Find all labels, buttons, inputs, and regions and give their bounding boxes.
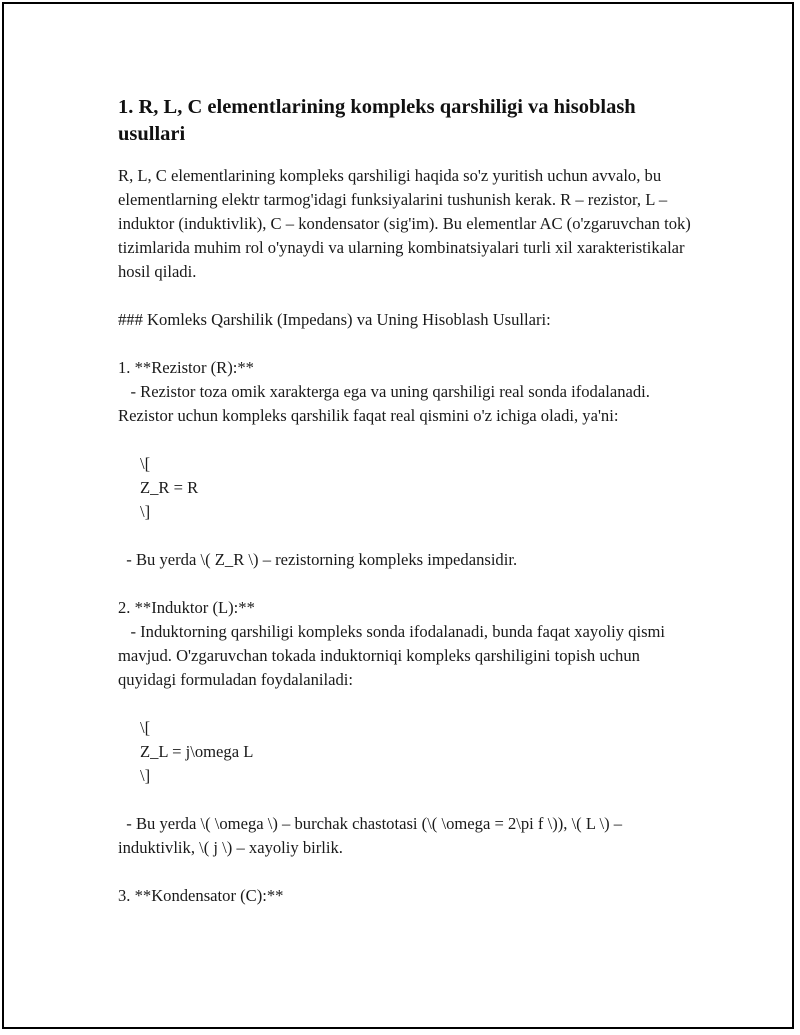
intro-paragraph: R, L, C elementlarining kompleks qarshiligi haqida so'z yuritish uchun avvalo, bu elementlarning elektr tarmog'idagi funksiyalarini tushunish kerak. R – rezistor, L – induktor (induktivlik), C – kondensator (sig'im). Bu elementlar AC (o'zgaruvchan tok) tizimlarida muhim rol o'ynaydi va ularning kombinatsiyalari turli xil xarakteristikalar hosil qiladi. — [118, 166, 695, 281]
spacer — [118, 428, 698, 452]
spacer — [118, 692, 698, 716]
document-body — [118, 94, 698, 908]
spacer — [118, 284, 698, 308]
item-note-induktor: - Bu yerda \( \omega \) – burchak chastotasi (\( \omega = 2\pi f \)), \( L \) – induktivlik, \( j \) – xayoliy birlik. — [118, 814, 627, 857]
item-text-rezistor: - Rezistor toza omik xarakterga ega va uning qarshiligi real sonda ifodalanadi. Rezistor uchun kompleks qarshilik faqat real qismini o'z ichiga oladi, ya'ni: — [118, 382, 655, 425]
item-note-rezistor: - Bu yerda \( Z_R \) – rezistorning kompleks impedansidir. — [118, 550, 518, 569]
item-text-induktor: - Induktorning qarshiligi kompleks sonda ifodalanadi, bunda faqat xayoliy qismi mavjud. O'zgaruvchan tokada induktorniqi kompleks qarshiligini topish uchun quyidagi formuladan foydalaniladi: — [118, 622, 670, 689]
formula-open-bracket: \[ — [140, 454, 151, 473]
item-heading-induktor: 2. **Induktor (L):** — [118, 598, 255, 617]
item-heading-kondensator: 3. **Kondensator (C):** — [118, 886, 284, 905]
formula-open-bracket: \[ — [140, 718, 151, 737]
spacer — [118, 860, 698, 884]
item-heading-rezistor: 1. **Rezistor (R):** — [118, 358, 254, 377]
section-subheading: ### Komleks Qarshilik (Impedans) va Uning Hisoblash Usullari: — [118, 310, 551, 329]
formula-rezistor: Z_R = R — [140, 478, 199, 497]
formula-close-bracket: \] — [140, 766, 151, 785]
formula-induktor: Z_L = j\omega L — [140, 742, 254, 761]
spacer — [118, 788, 698, 812]
spacer — [118, 332, 698, 356]
document-title: 1. R, L, C elementlarining kompleks qarshiligi va hisoblash usullari — [118, 96, 636, 145]
formula-close-bracket: \] — [140, 502, 151, 521]
spacer — [118, 572, 698, 596]
spacer — [118, 524, 698, 548]
